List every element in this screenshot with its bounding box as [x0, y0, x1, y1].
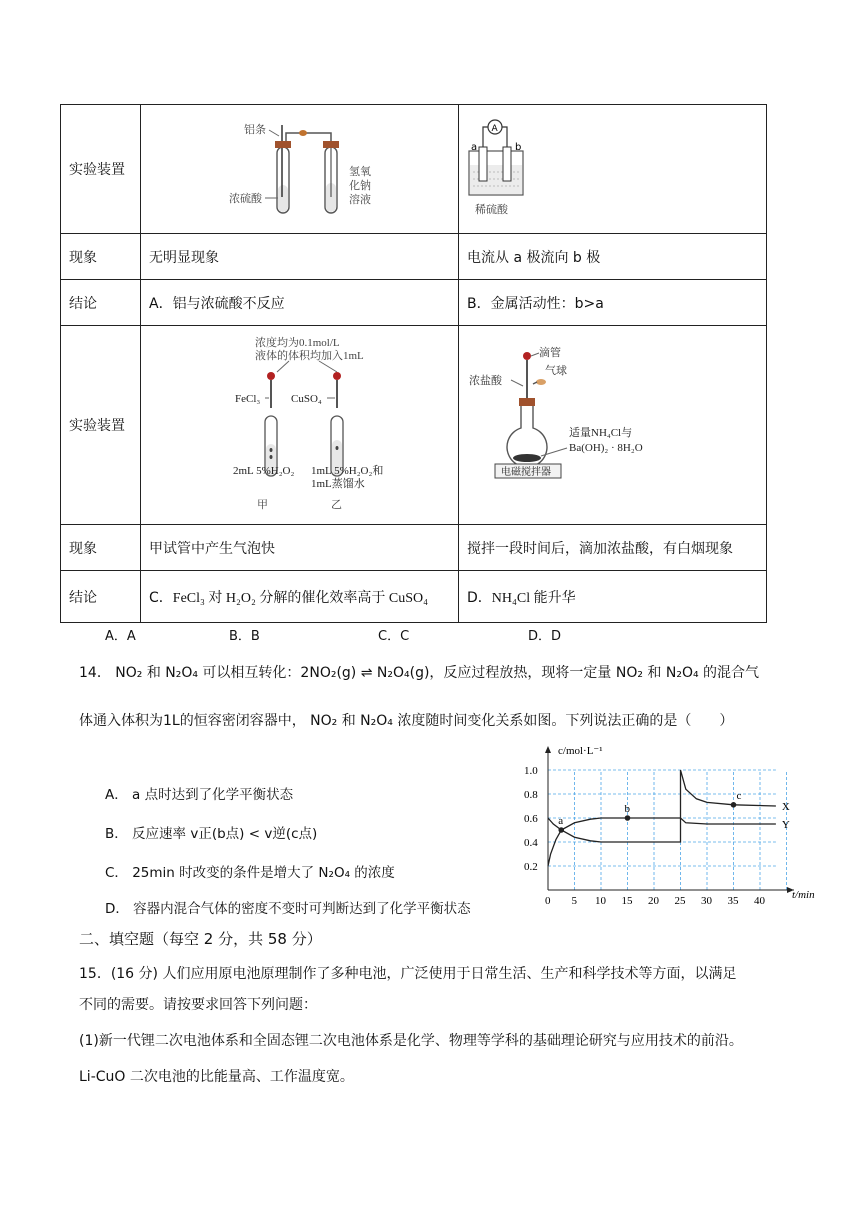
y-tick-label: 0.4 — [524, 837, 538, 849]
phenomenon-b: 电流从 a 极流向 b 极 — [459, 234, 767, 280]
label-fecl3: FeCl₃ — [235, 393, 261, 405]
balloon-icon — [536, 379, 546, 385]
x-tick-label: 0 — [545, 895, 551, 907]
x-tick-label: 10 — [595, 895, 606, 907]
option-a[interactable]: A． a 点时达到了化学平衡状态 — [105, 787, 294, 803]
question-15-line-4: Li-CuO 二次电池的比能量高、工作温度宽。 — [79, 1069, 354, 1085]
section-heading: 二、填空题（每空 2 分，共 58 分） — [79, 930, 322, 948]
label-naoh-3: 溶液 — [349, 193, 371, 206]
conclusion-c: C．FeCl₃ 对 H₂O₂ 分解的催化效率高于 CuSO₄ — [141, 571, 459, 623]
series-label-x: X — [781, 801, 790, 813]
label-naoh-2: 化钠 — [349, 179, 371, 192]
x-tick-label: 35 — [727, 895, 739, 907]
choice-d[interactable]: D．D — [528, 629, 562, 644]
table-row — [61, 326, 767, 525]
apparatus-c-cell — [141, 326, 459, 525]
conclusion-d: D．NH₄Cl 能升华 — [459, 571, 767, 623]
x-tick-label: 5 — [571, 895, 577, 907]
apparatus-d-cell — [459, 326, 767, 525]
choice-c[interactable]: C．C — [378, 629, 410, 644]
dropper-bulb-left — [267, 372, 275, 380]
x-tick-label: 15 — [621, 895, 633, 907]
electrode-b — [503, 147, 511, 181]
x-tick-label: 30 — [701, 895, 712, 907]
x-axis-label: t/min — [792, 889, 815, 901]
point-label-a: a — [558, 815, 564, 827]
row-header: 结论 — [61, 280, 141, 326]
x-tick-label: 40 — [754, 895, 765, 907]
label-balloon: 气球 — [545, 364, 567, 377]
question-15-line-2: 不同的需要。请按要求回答下列问题： — [79, 997, 317, 1013]
chart-annotations — [558, 790, 741, 833]
table-row — [61, 525, 767, 571]
row-header: 实验装置 — [61, 326, 141, 525]
clamp — [299, 130, 307, 136]
stopper-right — [323, 141, 339, 148]
label-left-solution: 2mL 5%H₂O₂ — [233, 465, 295, 477]
phenomenon-a: 无明显现象 — [141, 234, 459, 280]
label-yi: 乙 — [331, 499, 342, 511]
table-row — [61, 105, 767, 234]
stopper-left — [275, 141, 291, 148]
x-tick-label: 20 — [648, 895, 659, 907]
x-tick-label: 25 — [674, 895, 686, 907]
choice-b[interactable]: B．B — [229, 629, 260, 644]
galvanic-cell-apparatus — [459, 105, 767, 229]
label-dilute-acid: 稀硫酸 — [475, 203, 508, 216]
point-a — [558, 827, 564, 833]
y-tick-label: 0.8 — [524, 789, 538, 801]
experiment-table — [60, 104, 767, 623]
option-b[interactable]: B． 反应速率 v正(b点) < v逆(c点) — [105, 826, 318, 842]
option-c[interactable]: C． 25min 时改变的条件是增大了 N₂O₄ 的浓度 — [105, 865, 395, 881]
choice-a[interactable]: A．A — [105, 629, 136, 644]
svg-text:A: A — [491, 124, 498, 134]
flask-apparatus — [459, 326, 767, 520]
label-concentration: 浓度均为0.1mol/L — [255, 337, 340, 349]
label-jia: 甲 — [257, 499, 268, 511]
dropper-bulb — [523, 352, 531, 360]
question-14-line-1: 14． NO₂ 和 N₂O₄ 可以相互转化：2NO₂(g) ⇌ N₂O₄(g)，反应过程放热，现将一定量 NO₂ 和 N₂O₄ 的混合气 — [79, 665, 760, 681]
electrode-a — [479, 147, 487, 181]
concentration-chart — [524, 740, 834, 920]
table-row — [61, 280, 767, 326]
label-cuso4: CuSO₄ — [291, 393, 322, 405]
table-row — [61, 571, 767, 623]
y-axis-arrow — [545, 746, 551, 753]
row-header: 实验装置 — [61, 105, 141, 234]
conclusion-a: A．铝与浓硫酸不反应 — [141, 280, 459, 326]
y-tick-label: 0.2 — [524, 861, 538, 873]
point-label-b: b — [624, 803, 630, 815]
label-acid: 浓硫酸 — [229, 192, 262, 205]
dropper-bulb-right — [333, 372, 341, 380]
y-tick-label: 1.0 — [524, 765, 538, 777]
solid-reagent — [513, 454, 541, 462]
catalyst-apparatus — [141, 326, 459, 520]
row-header: 结论 — [61, 571, 141, 623]
label-volume: 液体的体积均加入1mL — [255, 350, 364, 362]
label-right-solution-2: 1mL蒸馏水 — [311, 478, 365, 490]
label-b: b — [515, 142, 522, 153]
table-row — [61, 234, 767, 280]
question-14-line-2: 体通入体积为1L的恒容密闭容器中， NO₂ 和 N₂O₄ 浓度随时间变化关系如图。下列说法正确的是（ ） — [79, 713, 734, 729]
question-15-line-3: (1)新一代锂二次电池体系和全固态锂二次电池体系是化学、物理等学科的基础理论研究与应用技术的前沿。 — [79, 1033, 743, 1049]
apparatus-a-cell — [141, 105, 459, 234]
point-c — [731, 802, 737, 808]
point-b — [625, 815, 631, 821]
label-a: a — [471, 142, 478, 153]
label-reagent-1: 适量NH₄Cl与 — [569, 427, 633, 439]
conclusion-b: B．金属活动性：b>a — [459, 280, 767, 326]
aluminum-acid-apparatus — [141, 105, 459, 229]
label-reagent-2: Ba(OH)₂ · 8H₂O — [569, 442, 643, 454]
y-axis-label: c/mol·L⁻¹ — [558, 745, 603, 757]
stopper — [519, 398, 535, 406]
phenomenon-c: 甲试管中产生气泡快 — [141, 525, 459, 571]
series-label-y: Y — [781, 819, 790, 831]
label-right-solution-1: 1mL 5%H₂O₂和 — [311, 465, 384, 477]
label-naoh-1: 氢氧 — [349, 165, 371, 178]
row-header: 现象 — [61, 234, 141, 280]
chart-axes — [545, 746, 794, 893]
label-strip: 铝条 — [244, 123, 266, 136]
apparatus-b-cell — [459, 105, 767, 234]
chart-grid — [548, 770, 787, 890]
phenomenon-d: 搅拌一段时间后，滴加浓盐酸，有白烟现象 — [459, 525, 767, 571]
label-dropper: 滴管 — [539, 346, 561, 359]
chart-ticks — [524, 765, 766, 907]
point-label-c: c — [736, 789, 742, 802]
answer-choices — [105, 625, 725, 645]
label-stirrer: 电磁搅拌器 — [501, 467, 551, 478]
row-header: 现象 — [61, 525, 141, 571]
option-d[interactable]: D． 容器内混合气体的密度不变时可判断达到了化学平衡状态 — [105, 901, 471, 917]
label-hcl: 浓盐酸 — [469, 374, 502, 387]
series-line-x — [548, 770, 776, 842]
y-tick-label: 0.6 — [524, 813, 538, 825]
question-15-line-1: 15．(16 分) 人们应用原电池原理制作了多种电池，广泛使用于日常生活、生产和科学技术等方面，以满足 — [79, 966, 737, 982]
